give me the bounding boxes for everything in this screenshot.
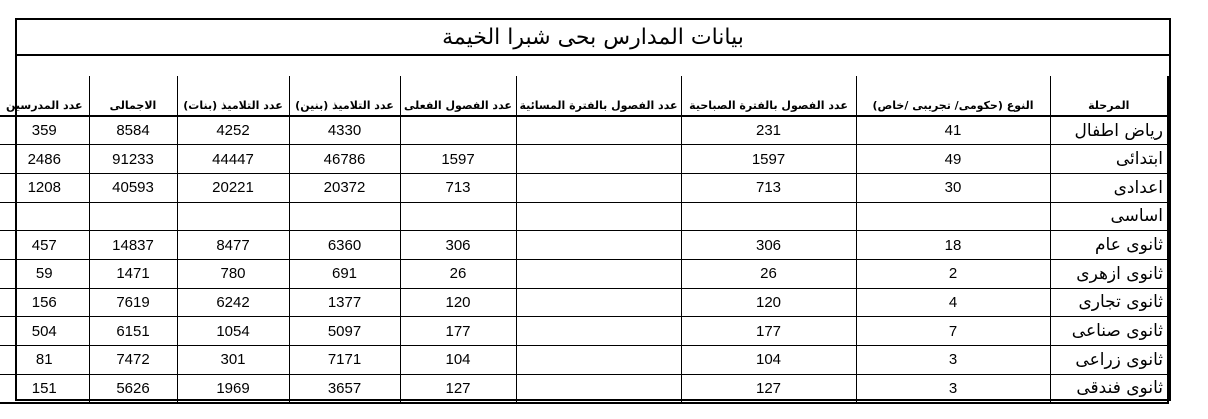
cell-morning[interactable]: 231 bbox=[681, 116, 856, 145]
cell-total[interactable]: 5626 bbox=[89, 374, 177, 403]
header-row bbox=[0, 76, 1168, 116]
cell-stage[interactable]: رياض اطفال bbox=[1050, 116, 1168, 145]
table-row bbox=[0, 173, 1168, 202]
cell-evening[interactable] bbox=[516, 231, 681, 260]
cell-evening[interactable] bbox=[516, 173, 681, 202]
table-body bbox=[0, 116, 1168, 403]
cell-teachers[interactable]: 457 bbox=[0, 231, 89, 260]
cell-teachers[interactable] bbox=[0, 202, 89, 231]
cell-actual[interactable]: 177 bbox=[400, 317, 516, 346]
column-header-girls: عدد التلاميذ (بنات) bbox=[177, 76, 289, 116]
cell-boys[interactable]: 3657 bbox=[289, 374, 400, 403]
cell-girls[interactable]: 1054 bbox=[177, 317, 289, 346]
cell-actual[interactable]: 713 bbox=[400, 173, 516, 202]
cell-type[interactable]: 49 bbox=[856, 145, 1050, 174]
cell-morning[interactable]: 306 bbox=[681, 231, 856, 260]
cell-stage[interactable]: ثانوى فندقى bbox=[1050, 374, 1168, 403]
cell-evening[interactable] bbox=[516, 116, 681, 145]
cell-boys[interactable]: 5097 bbox=[289, 317, 400, 346]
cell-stage[interactable]: اساسى bbox=[1050, 202, 1168, 231]
cell-girls[interactable]: 301 bbox=[177, 346, 289, 375]
cell-boys[interactable]: 7171 bbox=[289, 346, 400, 375]
column-header-teachers: عدد المدرسين bbox=[0, 76, 89, 116]
cell-evening[interactable] bbox=[516, 317, 681, 346]
cell-type[interactable]: 30 bbox=[856, 173, 1050, 202]
table-row bbox=[0, 202, 1168, 231]
cell-girls[interactable] bbox=[177, 202, 289, 231]
cell-teachers[interactable]: 359 bbox=[0, 116, 89, 145]
cell-actual[interactable]: 306 bbox=[400, 231, 516, 260]
cell-teachers[interactable]: 151 bbox=[0, 374, 89, 403]
cell-evening[interactable] bbox=[516, 288, 681, 317]
cell-type[interactable]: 18 bbox=[856, 231, 1050, 260]
cell-teachers[interactable]: 59 bbox=[0, 259, 89, 288]
sheet-title: بيانات المدارس بحى شبرا الخيمة bbox=[17, 20, 1169, 56]
cell-type[interactable]: 4 bbox=[856, 288, 1050, 317]
cell-total[interactable]: 14837 bbox=[89, 231, 177, 260]
cell-type[interactable] bbox=[856, 202, 1050, 231]
cell-morning[interactable]: 713 bbox=[681, 173, 856, 202]
cell-stage[interactable]: اعدادى bbox=[1050, 173, 1168, 202]
cell-boys[interactable] bbox=[289, 202, 400, 231]
cell-teachers[interactable]: 2486 bbox=[0, 145, 89, 174]
cell-total[interactable]: 6151 bbox=[89, 317, 177, 346]
cell-total[interactable]: 7472 bbox=[89, 346, 177, 375]
column-header-evening: عدد الفصول بالفترة المسائية bbox=[516, 76, 681, 116]
cell-teachers[interactable]: 504 bbox=[0, 317, 89, 346]
cell-boys[interactable]: 6360 bbox=[289, 231, 400, 260]
schools-table bbox=[0, 76, 1169, 404]
cell-girls[interactable]: 6242 bbox=[177, 288, 289, 317]
cell-girls[interactable]: 1969 bbox=[177, 374, 289, 403]
cell-total[interactable]: 91233 bbox=[89, 145, 177, 174]
cell-morning[interactable]: 26 bbox=[681, 259, 856, 288]
table-row bbox=[0, 116, 1168, 145]
cell-morning[interactable]: 120 bbox=[681, 288, 856, 317]
cell-boys[interactable]: 691 bbox=[289, 259, 400, 288]
cell-actual[interactable]: 1597 bbox=[400, 145, 516, 174]
cell-girls[interactable]: 20221 bbox=[177, 173, 289, 202]
cell-total[interactable]: 8584 bbox=[89, 116, 177, 145]
cell-stage[interactable]: ابتدائى bbox=[1050, 145, 1168, 174]
cell-stage[interactable]: ثانوى صناعى bbox=[1050, 317, 1168, 346]
cell-stage[interactable]: ثانوى تجارى bbox=[1050, 288, 1168, 317]
table-row bbox=[0, 231, 1168, 260]
cell-total[interactable]: 7619 bbox=[89, 288, 177, 317]
cell-morning[interactable]: 1597 bbox=[681, 145, 856, 174]
table-row bbox=[0, 374, 1168, 403]
column-header-boys: عدد التلاميذ (بنين) bbox=[289, 76, 400, 116]
cell-evening[interactable] bbox=[516, 259, 681, 288]
cell-evening[interactable] bbox=[516, 145, 681, 174]
cell-actual[interactable] bbox=[400, 202, 516, 231]
cell-morning[interactable] bbox=[681, 202, 856, 231]
column-header-stage: المرحلة bbox=[1050, 76, 1168, 116]
cell-actual[interactable] bbox=[400, 116, 516, 145]
cell-evening[interactable] bbox=[516, 202, 681, 231]
cell-stage[interactable]: ثانوى ازهرى bbox=[1050, 259, 1168, 288]
cell-actual[interactable]: 104 bbox=[400, 346, 516, 375]
cell-total[interactable] bbox=[89, 202, 177, 231]
cell-girls[interactable]: 780 bbox=[177, 259, 289, 288]
cell-stage[interactable]: ثانوى زراعى bbox=[1050, 346, 1168, 375]
cell-actual[interactable]: 26 bbox=[400, 259, 516, 288]
cell-morning[interactable]: 177 bbox=[681, 317, 856, 346]
cell-morning[interactable]: 127 bbox=[681, 374, 856, 403]
cell-morning[interactable]: 104 bbox=[681, 346, 856, 375]
cell-type[interactable]: 3 bbox=[856, 346, 1050, 375]
table-row bbox=[0, 346, 1168, 375]
cell-girls[interactable]: 8477 bbox=[177, 231, 289, 260]
cell-actual[interactable]: 120 bbox=[400, 288, 516, 317]
cell-actual[interactable]: 127 bbox=[400, 374, 516, 403]
column-header-type: النوع (حكومى/ تجريبى /خاص) bbox=[856, 76, 1050, 116]
cell-type[interactable]: 3 bbox=[856, 374, 1050, 403]
cell-boys[interactable]: 46786 bbox=[289, 145, 400, 174]
cell-teachers[interactable]: 1208 bbox=[0, 173, 89, 202]
cell-type[interactable]: 41 bbox=[856, 116, 1050, 145]
column-header-actual: عدد الفصول الفعلى bbox=[400, 76, 516, 116]
cell-teachers[interactable]: 156 bbox=[0, 288, 89, 317]
table-row bbox=[0, 145, 1168, 174]
cell-total[interactable]: 40593 bbox=[89, 173, 177, 202]
table-row bbox=[0, 288, 1168, 317]
cell-stage[interactable]: ثانوى عام bbox=[1050, 231, 1168, 260]
cell-boys[interactable]: 4330 bbox=[289, 116, 400, 145]
table-row bbox=[0, 317, 1168, 346]
cell-evening[interactable] bbox=[516, 374, 681, 403]
cell-girls[interactable]: 44447 bbox=[177, 145, 289, 174]
column-header-morning: عدد الفصول بالفترة الصباحية bbox=[681, 76, 856, 116]
cell-boys[interactable]: 1377 bbox=[289, 288, 400, 317]
cell-total[interactable]: 1471 bbox=[89, 259, 177, 288]
column-header-total: الاجمالى bbox=[89, 76, 177, 116]
cell-type[interactable]: 2 bbox=[856, 259, 1050, 288]
cell-boys[interactable]: 20372 bbox=[289, 173, 400, 202]
table-row bbox=[0, 259, 1168, 288]
cell-evening[interactable] bbox=[516, 346, 681, 375]
cell-teachers[interactable]: 81 bbox=[0, 346, 89, 375]
cell-type[interactable]: 7 bbox=[856, 317, 1050, 346]
cell-girls[interactable]: 4252 bbox=[177, 116, 289, 145]
